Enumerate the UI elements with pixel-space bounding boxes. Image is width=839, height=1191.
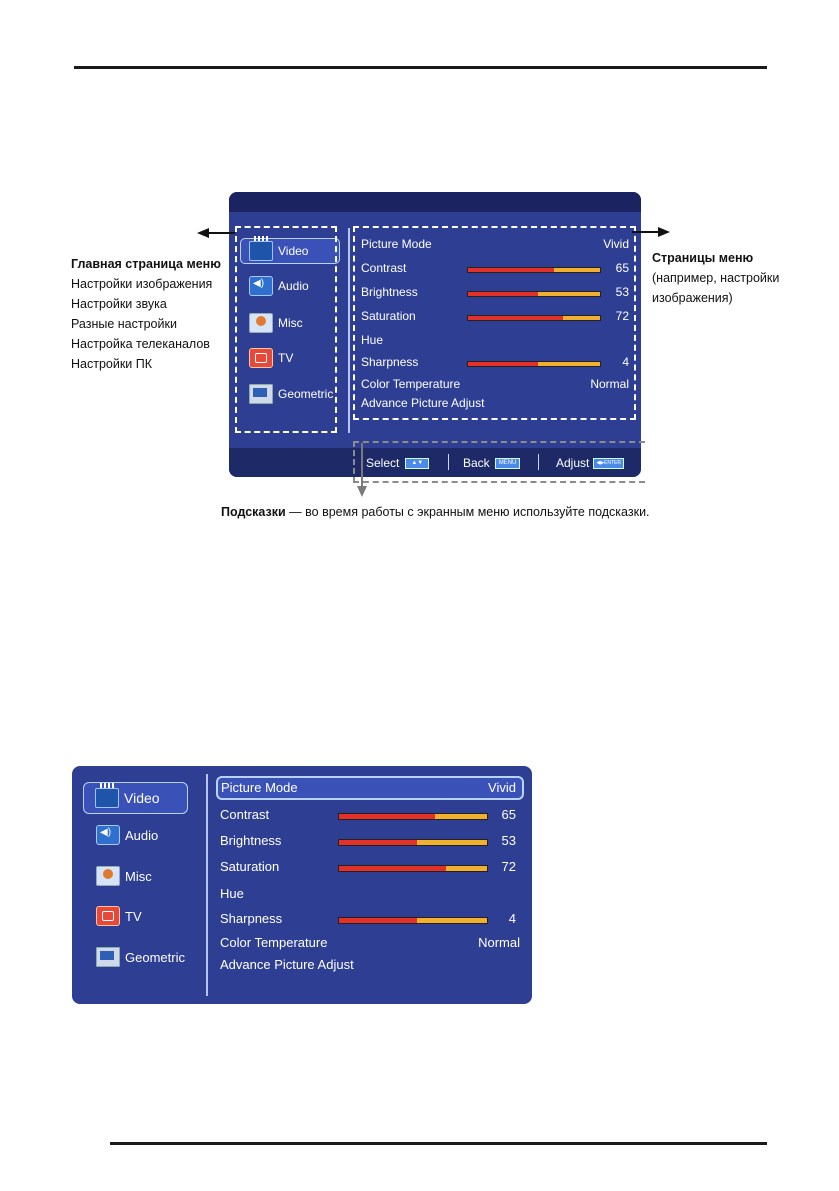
setting-label: Color Temperature [361,377,461,391]
left-annotation [71,254,221,374]
setting-value: Vivid [603,237,629,251]
osd-video-menu [72,766,532,1004]
sidebar-item-label: Misc [125,868,152,884]
enter-key-icon: ◀▶ENTER [593,458,624,469]
setting-label: Advance Picture Adjust [361,396,485,410]
setting-advance-picture-adjust[interactable] [220,957,520,972]
hint-adjust: Adjust ◀▶ENTER [556,456,624,470]
setting-value: 4 [508,911,516,926]
setting-value: 72 [501,859,516,874]
setting-label: Picture Mode [221,780,298,795]
right-annotation-text: изображения) [652,291,733,305]
sidebar-item-misc[interactable] [96,866,152,886]
setting-label: Brightness [220,833,282,848]
right-annotation-text: (например, настройки [652,271,780,285]
content-divider [206,774,208,996]
sidebar-item-geometric[interactable] [96,947,185,967]
hints-annotation-title: Подсказки [221,505,286,519]
setting-hue [220,886,516,901]
sidebar-item-video[interactable] [83,782,188,814]
brightness-slider[interactable] [338,839,488,846]
setting-picture-mode[interactable] [216,776,524,800]
arrow-keys-icon: ▲▼ [405,458,429,469]
hint-back: Back MENU [463,456,520,470]
geometric-icon [96,947,120,967]
sidebar-item-label: Video [278,244,309,258]
sidebar-item-tv[interactable] [96,906,142,926]
sidebar-item-label: TV [125,908,142,924]
hint-select: Select ▲▼ [366,456,429,470]
left-annotation-item: Разные настройки [71,317,177,331]
setting-label: Saturation [361,309,416,323]
menu-key-icon: MENU [495,458,521,469]
setting-value: 72 [615,309,629,323]
setting-label: Hue [220,886,244,901]
setting-value: 65 [615,261,629,275]
bottom-rule [110,1142,767,1145]
left-annotation-item: Настройка телеканалов [71,337,210,351]
setting-value: Vivid [488,780,516,795]
setting-label: Picture Mode [361,237,432,251]
setting-label: Color Temperature [220,935,328,950]
left-annotation-item: Настройки изображения [71,277,213,291]
setting-color-temperature[interactable] [220,935,520,950]
setting-value: Normal [478,935,520,950]
setting-label: Advance Picture Adjust [220,957,354,972]
sidebar-item-label: Audio [125,827,159,843]
setting-value: 53 [615,285,629,299]
sharpness-slider[interactable] [338,917,488,924]
setting-label: Brightness [361,285,418,299]
setting-label: Sharpness [361,355,419,369]
left-annotation-title: Главная страница меню [71,257,221,271]
setting-value: 65 [501,807,516,822]
hints-annotation [221,502,821,522]
saturation-slider[interactable] [338,865,488,872]
right-annotation [652,248,802,308]
setting-value: 4 [622,355,629,369]
left-annotation-item: Настройки ПК [71,357,153,371]
setting-label: Contrast [220,807,270,822]
sidebar-item-audio[interactable] [96,825,158,845]
tv-icon [96,906,120,926]
setting-value: 53 [501,833,516,848]
sidebar-item-label: Video [124,790,160,806]
setting-label: Saturation [220,859,280,874]
sidebar-item-label: Geometric [278,387,334,401]
setting-label: Contrast [361,261,407,275]
audio-icon [96,825,120,845]
setting-value: Normal [590,377,629,391]
sidebar-item-label: Misc [278,316,303,330]
setting-label: Sharpness [220,911,283,926]
sidebar-item-label: Audio [278,279,309,293]
video-icon [95,788,119,808]
sidebar-item-label: Geometric [125,949,185,965]
hints-annotation-text: — во время работы с экранным меню используйте подсказки. [285,505,650,519]
left-annotation-item: Настройки звука [71,297,167,311]
contrast-slider[interactable] [338,813,488,820]
sidebar-item-label: TV [278,351,294,365]
setting-label: Hue [361,333,384,347]
misc-icon [96,866,120,886]
right-annotation-title: Страницы меню [652,251,754,265]
